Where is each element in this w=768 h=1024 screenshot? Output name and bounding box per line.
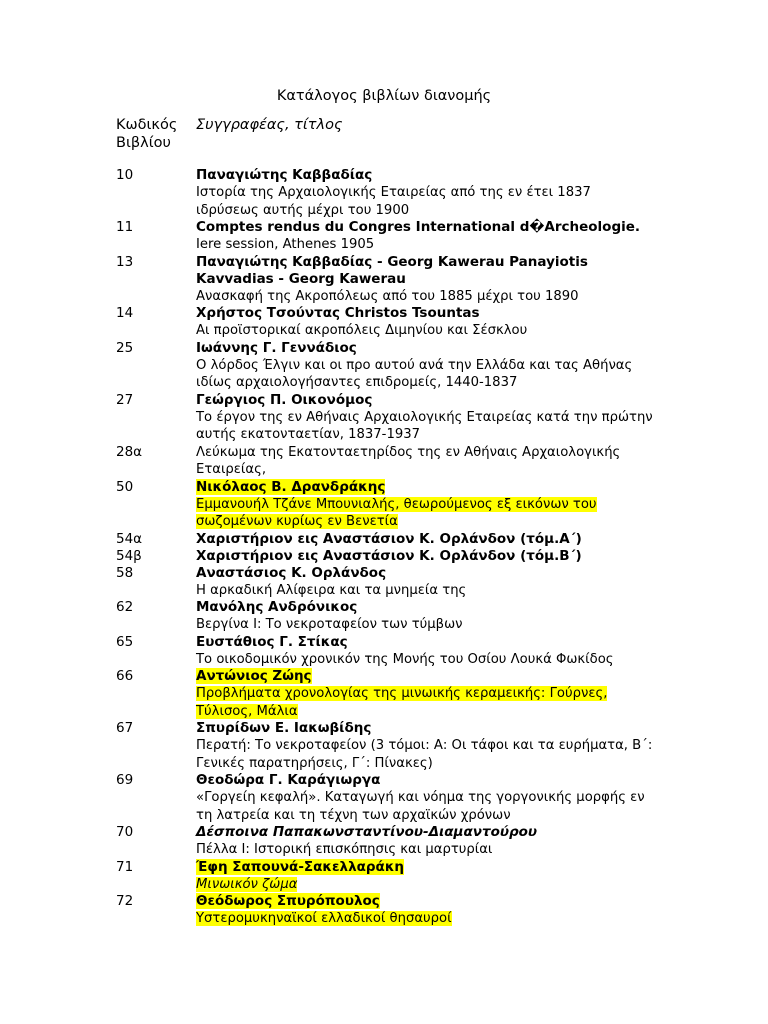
header-code: Κωδικός Βιβλίου [116, 117, 178, 151]
entry-work-title: Η αρκαδική Αλίφειρα και τα μνημεία της [196, 582, 467, 598]
entry-author: Χαριστήριον εις Αναστάσιον Κ. Ορλάνδον (τόμ.Α΄) [196, 530, 582, 547]
entry-body [196, 444, 656, 479]
entry-body [196, 340, 656, 392]
entry-body [196, 668, 656, 720]
catalog-entry [0, 392, 768, 444]
entry-body [196, 565, 656, 600]
entry-author: Παναγιώτης Καββαδίας - Georg Kawerau Panayiotis Kavvadias - Georg Kawerau [196, 253, 588, 287]
catalog-entry [0, 859, 768, 894]
entry-body [196, 548, 656, 565]
entry-code: 13 [116, 253, 134, 270]
catalog-entry [0, 479, 768, 531]
catalog-entry [0, 565, 768, 600]
entry-author: Ευστάθιος Γ. Στίκας [196, 633, 348, 650]
entry-work-title: Ο λόρδος Έλγιν και οι προ αυτού ανά την Ελλάδα και τας Αθήνας ιδίως αρχαιολογήσαντες επιδρομείς, 1440-1837 [196, 357, 633, 390]
catalog-entry [0, 444, 768, 479]
entry-code: 58 [116, 564, 134, 581]
entry-body [196, 720, 656, 772]
entry-body [196, 893, 656, 928]
entry-code: 25 [116, 339, 134, 356]
entry-author: Αντώνιος Ζώης [196, 668, 312, 684]
entry-body [196, 167, 656, 219]
entry-work-title: Περατή: Το νεκροταφείον (3 τόμοι: Α: Οι τάφοι και τα ευρήματα, Β΄: Γενικές παρατηρήσεις, Γ΄: Πίνακες) [196, 738, 653, 771]
entry-code: 69 [116, 772, 134, 788]
catalog-entry [0, 893, 768, 928]
entry-body [196, 479, 656, 531]
entry-body [196, 392, 656, 444]
entry-code: 54β [116, 547, 142, 564]
entry-code: 70 [116, 824, 134, 840]
catalog-entry [0, 340, 768, 392]
entry-work-title: Εμμανουήλ Τζάνε Μπουνιαλής, θεωρούμενος εξ εικόνων του σωζομένων κυρίως εν Βενετία [196, 496, 597, 529]
entry-work-title: Iere session, Athenes 1905 [196, 237, 375, 252]
entry-code: 54α [116, 530, 143, 547]
catalog-entry [0, 824, 768, 859]
entry-work-title: Το έργον της εν Αθήναις Αρχαιολογικής Εταιρείας κατά την πρώτην αυτής εκατονταετίαν, 1837-1937 [196, 409, 653, 442]
entry-author: Σπυρίδων Ε. Ιακωβίδης [196, 720, 372, 736]
entry-body [196, 772, 656, 824]
catalog-entry [0, 167, 768, 219]
catalog-entry [0, 599, 768, 634]
entry-author: Χρήστος Τσούντας Christos Tsountas [196, 305, 480, 321]
entry-author: Δέσποινα Παπακωνσταντίνου-Διαμαντούρου [196, 824, 538, 840]
entry-body [196, 531, 656, 548]
entry-work-title: Προβλήματα χρονολογίας της μινωικής κεραμεικής: Γούρνες, Τύλισος, Μάλια [196, 686, 608, 719]
catalog-entry [0, 305, 768, 340]
entry-work-title: Πέλλα Ι: Ιστορική επισκόπησις και μαρτυρίαι [196, 842, 493, 857]
entry-author: Έφη Σαπουνά-Σακελλαράκη [196, 858, 405, 875]
catalog-entry [0, 668, 768, 720]
entry-author: Θεόδωρος Σπυρόπουλος [196, 893, 380, 909]
entry-work-title: Μινωικόν ζώμα [196, 876, 298, 892]
entry-work-title: Αι προϊστορικαί ακροπόλεις Διμηνίου και Σέσκλου [196, 323, 528, 338]
header-author-title: Συγγραφέας, τίτλος [196, 117, 343, 133]
entry-body [196, 599, 656, 634]
entry-author: Comptes rendus du Congres International d�Archeologie. [196, 219, 641, 235]
entry-code: 72 [116, 893, 134, 909]
entry-code: 11 [116, 219, 134, 235]
entry-body [196, 305, 656, 340]
catalog-entry [0, 548, 768, 565]
entry-author: Αναστάσιος Κ. Ορλάνδος [196, 564, 387, 581]
document-title: Κατάλογος βιβλίων διανομής [276, 88, 492, 104]
entry-code: 62 [116, 599, 134, 615]
entry-code: 65 [116, 633, 134, 650]
catalog-entry [0, 720, 768, 772]
entry-body [196, 824, 656, 859]
entry-author: Θεοδώρα Γ. Καράγιωργα [196, 772, 381, 788]
entry-work-title: Βεργίνα Ι: Το νεκροταφείον των τύμβων [196, 617, 463, 632]
entry-code: 14 [116, 305, 134, 321]
catalog-entry [0, 254, 768, 306]
entry-body [196, 859, 656, 894]
entry-author: Χαριστήριον εις Αναστάσιον Κ. Ορλάνδον (τόμ.Β΄) [196, 547, 582, 564]
entry-work-title: Λεύκωμα της Εκατονταετηρίδος της εν Αθήναις Αρχαιολογικής Εταιρείας, [196, 444, 621, 477]
entry-work-title: Ανασκαφή της Ακροπόλεως από του 1885 μέχρι του 1890 [196, 288, 579, 304]
entry-code: 66 [116, 668, 134, 684]
catalog-entry [0, 634, 768, 669]
entry-body [196, 254, 656, 306]
entry-work-title: Ιστορία της Αρχαιολογικής Εταιρείας από της εν έτει 1837 ιδρύσεως αυτής μέχρι του 1900 [196, 185, 591, 218]
entry-author: Νικόλαος Β. Δρανδράκης [196, 478, 386, 495]
entry-code: 71 [116, 858, 134, 875]
catalog-entry [0, 531, 768, 548]
entry-work-title: «Γοργείη κεφαλή». Καταγωγή και νόημα της γοργονικής μορφής εν τη λατρεία και τη τέχνη των αρχαϊκών χρόνων [196, 790, 645, 823]
catalog-entry [0, 219, 768, 254]
entry-author: Παναγιώτης Καββαδίας [196, 167, 373, 183]
catalog-entry [0, 772, 768, 824]
entry-author: Γεώργιος Π. Οικονόμος [196, 391, 373, 408]
entry-work-title: Το οικοδομικόν χρονικόν της Μονής του Οσίου Λουκά Φωκίδος [196, 651, 614, 667]
entry-body [196, 219, 656, 254]
entry-code: 28α [116, 443, 143, 460]
entry-body [196, 634, 656, 669]
entry-author: Ιωάννης Γ. Γεννάδιος [196, 339, 357, 356]
catalog-list [0, 167, 768, 928]
entry-author: Μανόλης Ανδρόνικος [196, 599, 358, 615]
entry-work-title: Υστερομυκηναϊκοί ελλαδικοί θησαυροί [196, 911, 452, 926]
entry-code: 10 [116, 167, 134, 183]
entry-code: 50 [116, 478, 134, 495]
entry-code: 67 [116, 720, 134, 736]
entry-code: 27 [116, 391, 134, 408]
